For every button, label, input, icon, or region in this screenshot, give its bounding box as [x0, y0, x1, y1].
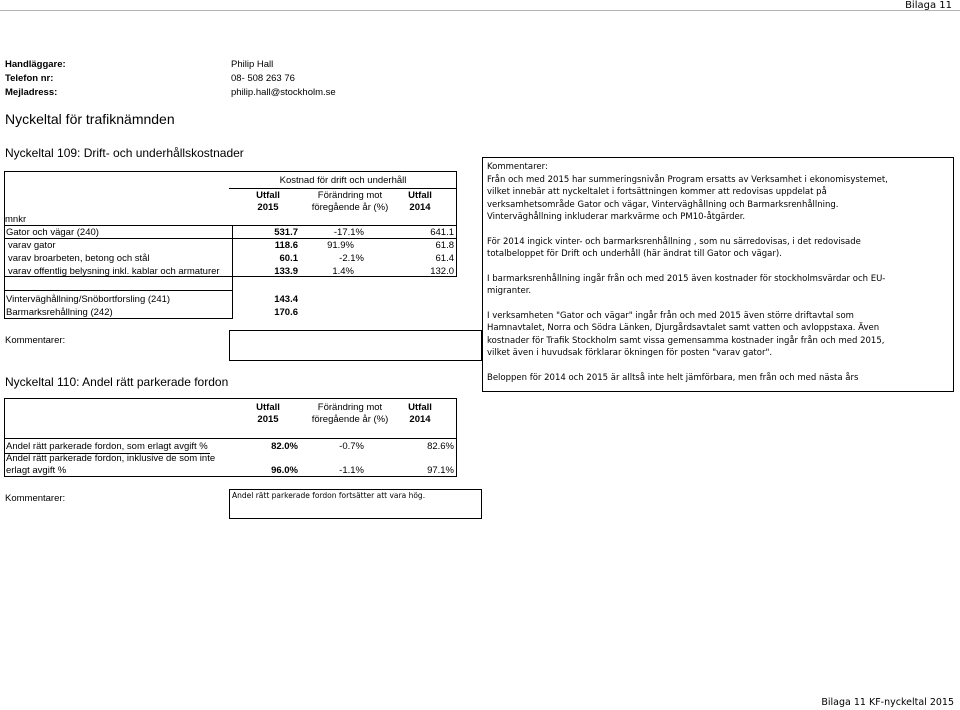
right-comment-heading: Kommentarer:	[487, 162, 548, 172]
kpi110-col1-b: 2015	[257, 414, 279, 425]
kpi109-row-2015: 133.9	[274, 266, 298, 277]
kpi110-row-2015: 82.0%	[271, 441, 298, 452]
kpi109-row-label: Vinterväghållning/Snöbortforsling (241)	[6, 294, 171, 305]
kpi109-row-2015: 118.6	[274, 240, 298, 251]
mejl-label: Mejladress:	[5, 87, 58, 98]
kpi110-col2-b: föregående år (%)	[311, 414, 389, 425]
comment-line: I barmarksrenhållning ingår från och med 2015 även kostnader för stockholmsvärdar och EU-	[487, 273, 886, 284]
kpi109-row-change: 91.9%	[327, 240, 354, 251]
kpi109-row-change: -17.1%	[333, 227, 364, 238]
kpi110-comment-label: Kommentarer:	[5, 493, 66, 504]
comment-line: vilket innebär att nyckeltalet i fortsättningen kommer att redovisas uppdelat på	[487, 187, 827, 197]
kpi109-row-change: -2.1%	[339, 253, 364, 264]
page-header-label: Bilaga 11	[905, 0, 952, 11]
kpi109-row-2014: 61.4	[435, 253, 454, 264]
kpi110-comment-text: Andel rätt parkerade fordon fortsätter att vara hög.	[232, 491, 426, 500]
kpi109-row-2015: 170.6	[274, 307, 298, 318]
telefon-label: Telefon nr:	[5, 73, 54, 84]
right-comment-panel	[482, 157, 954, 392]
kpi109-row-2015: 60.1	[279, 253, 298, 264]
comment-line: Beloppen för 2014 och 2015 är alltså inte helt jämförbara, men från och med nästa års	[487, 372, 859, 383]
kpi109-row-2014: 132.0	[430, 266, 454, 277]
telefon-value: 08- 508 263 76	[231, 73, 295, 84]
comment-line: vilket även i huvudsak förklarar ökningen för posten "varav gator".	[487, 348, 773, 358]
kpi109-row-2015: 531.7	[274, 227, 298, 238]
kpi109-col1-a: Utfall	[256, 190, 280, 201]
comment-line: verksamhetsområde Gator och vägar, Vinterväghållning och Barmarksrenhållning.	[487, 199, 839, 210]
kpi109-row-label: Gator och vägar (240)	[6, 227, 99, 238]
kpi109-row-label: varav offentlig belysning inkl. kablar och armaturer	[8, 266, 220, 277]
kpi110-row-label: Andel rätt parkerade fordon, inklusive de som inte	[6, 453, 216, 464]
mejl-value[interactable]: philip.hall@stockholm.se	[231, 87, 336, 98]
kpi109-row-2014: 61.8	[435, 240, 454, 251]
kpi110-col3-a: Utfall	[408, 402, 432, 413]
kpi109-col2-b: föregående år (%)	[311, 202, 389, 213]
comment-line: totalbeloppet för Drift och underhåll (här ändrat till Gator och vägar).	[487, 249, 782, 259]
comment-line: I verksamheten "Gator och vägar" ingår från och med 2015 även större driftavtal som	[487, 310, 854, 321]
kpi109-col3-b: 2014	[409, 202, 431, 213]
kpi109-col1-b: 2015	[257, 202, 279, 213]
kpi110-row-2014: 97.1%	[427, 465, 454, 476]
kpi110-row-label: Andel rätt parkerade fordon, som erlagt avgift %	[6, 441, 208, 452]
handlaggare-label: Handläggare:	[5, 59, 66, 70]
kpi110-row-label: erlagt avgift %	[6, 465, 67, 476]
comment-line: Vinterväghållning inkluderar markvärme och PM10-åtgärder.	[487, 212, 746, 222]
kpi109-comment-box[interactable]	[229, 330, 482, 361]
handlaggare-value: Philip Hall	[231, 59, 274, 70]
kpi110-row-2014: 82.6%	[427, 441, 454, 452]
kpi109-group-header: Kostnad för drift och underhåll	[279, 175, 407, 186]
kpi109-row-label: varav broarbeten, betong och stål	[8, 253, 150, 264]
kpi110-row-2015: 96.0%	[271, 465, 298, 476]
kpi109-row-change: 1.4%	[332, 266, 354, 277]
kpi110-col2-a: Förändring mot	[317, 402, 383, 413]
kpi109-unit: mnkr	[5, 214, 27, 225]
kpi109-comment-label: Kommentarer:	[5, 335, 66, 346]
kpi110-col1-a: Utfall	[256, 402, 280, 413]
comment-line: kostnader för Trafik Stockholm samt vissa gemensamma kostnader ingår från och med 2015,	[487, 335, 885, 346]
page-footer-label: Bilaga 11 KF-nyckeltal 2015	[821, 697, 954, 708]
comment-line: För 2014 ingick vinter- och barmarksrenhållning , som nu särredovisas, i det redovisade	[487, 236, 861, 247]
comment-line: migranter.	[487, 286, 532, 296]
kpi110-col3-b: 2014	[409, 414, 431, 425]
page-header-band	[0, 0, 960, 11]
kpi110-row-change: -0.7%	[339, 441, 364, 452]
kpi110-row-change: -1.1%	[339, 465, 364, 476]
kpi109-row-label: varav gator	[8, 240, 56, 251]
kpi109-col3-a: Utfall	[408, 190, 432, 201]
kpi109-title: Nyckeltal 109: Drift- och underhållskostnader	[5, 146, 244, 160]
kpi109-col2-a: Förändring mot	[317, 190, 383, 201]
main-title: Nyckeltal för trafiknämnden	[5, 111, 175, 127]
comment-line: Hamnavtalet, Norra och Södra Länken, Djurgårdsavtalet samt vatten och avloppstaxa. Även	[487, 323, 880, 333]
kpi110-title: Nyckeltal 110: Andel rätt parkerade fordon	[5, 375, 229, 389]
comment-line: Från och med 2015 har summeringsnivån Program ersatts av Verksamhet i ekonomisystemet,	[487, 174, 888, 185]
kpi109-row-2015: 143.4	[274, 294, 298, 305]
kpi109-row-label: Barmarksrehållning (242)	[6, 307, 113, 318]
kpi109-row-2014: 641.1	[430, 227, 454, 238]
